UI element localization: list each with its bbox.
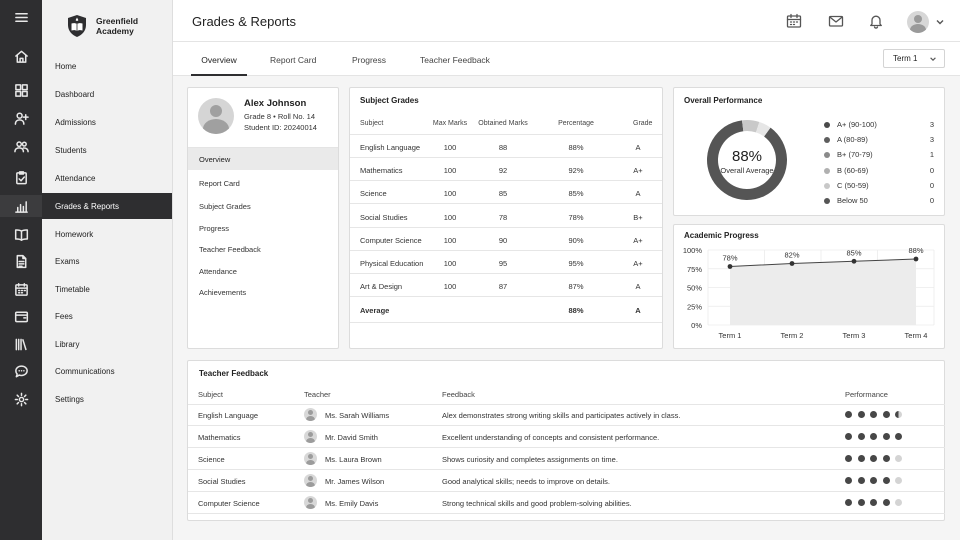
rating-dot	[895, 433, 902, 440]
student-avatar	[198, 98, 234, 134]
x-tick-label: Term 1	[718, 331, 742, 340]
legend-count: 3	[929, 120, 934, 129]
table-cell: 100	[443, 235, 457, 245]
rating-dot	[858, 433, 865, 440]
gear-icon[interactable]	[0, 388, 42, 410]
table-cell: 90	[498, 235, 508, 245]
table-row	[350, 181, 662, 204]
legend-count: 1	[929, 150, 934, 160]
nav-item-dashboard[interactable]: Dashboard	[55, 89, 95, 99]
progress-data-label: 82%	[784, 250, 800, 260]
rating-dot	[870, 455, 877, 462]
profile-menu-teacher-feedback[interactable]: Teacher Feedback	[199, 244, 261, 254]
feedback-subject: Computer Science	[198, 499, 260, 508]
legend-count: 0	[929, 196, 934, 205]
nav-item-home[interactable]: Home	[55, 61, 77, 71]
top-header	[173, 0, 960, 42]
teacher-avatar	[304, 496, 317, 509]
progress-data-label: 78%	[722, 253, 738, 263]
average-label: Average	[360, 306, 390, 316]
column-header: Performance	[845, 390, 888, 399]
teacher-avatar	[304, 408, 317, 421]
legend-dot	[824, 168, 830, 174]
feedback-text: Excellent understanding of concepts and consistent performance.	[442, 433, 660, 442]
library-icon[interactable]	[0, 333, 42, 355]
calendar-icon[interactable]	[786, 13, 802, 29]
table-cell: A+	[633, 235, 643, 245]
table-cell: 100	[443, 143, 457, 152]
academic-progress-chart	[674, 225, 944, 348]
table-cell: Art & Design	[360, 282, 403, 292]
y-tick-label: 25%	[686, 302, 702, 312]
table-row	[188, 448, 945, 470]
table-cell: 92	[498, 166, 508, 176]
teacher-feedback-title: Teacher Feedback	[199, 369, 269, 378]
x-tick-label: Term 4	[904, 331, 928, 340]
legend-label: C (50-59)	[837, 180, 869, 190]
legend-item	[824, 135, 934, 147]
y-tick-label: 0%	[691, 321, 702, 330]
table-cell: 85	[498, 189, 508, 199]
nav-item-students[interactable]: Students	[55, 145, 87, 155]
table-cell: A+	[633, 259, 643, 268]
teacher-feedback-card	[187, 360, 945, 521]
legend-item	[824, 181, 934, 193]
feedback-teacher: Ms. Emily Davis	[325, 499, 379, 508]
nav-item-communications[interactable]: Communications	[55, 366, 115, 376]
average-row	[350, 297, 662, 323]
legend-count: 0	[929, 180, 934, 190]
legend-dot	[824, 152, 830, 158]
rating-dot	[870, 499, 877, 506]
profile-menu-attendance[interactable]: Attendance	[199, 266, 237, 276]
table-cell: 92%	[568, 166, 584, 176]
tab-bar	[173, 42, 960, 76]
table-cell: 100	[443, 189, 457, 199]
table-cell: Science	[360, 189, 387, 199]
column-header: Teacher	[304, 390, 331, 399]
rating-dot	[845, 433, 852, 440]
y-tick-label: 100%	[682, 246, 702, 255]
legend-dot	[824, 198, 830, 204]
tab-progress[interactable]: Progress	[352, 55, 387, 65]
table-cell: Physical Education	[360, 259, 424, 268]
rating-dot	[883, 433, 890, 440]
table-cell: 90%	[568, 235, 584, 245]
user-avatar[interactable]	[907, 11, 929, 33]
feedback-teacher: Mr. James Wilson	[325, 477, 385, 486]
sidebar-nav	[42, 0, 173, 540]
chevron-down-icon[interactable]	[935, 17, 945, 27]
brand	[66, 14, 138, 38]
rating-dot	[895, 477, 902, 484]
table-cell: 87	[498, 282, 508, 292]
feedback-subject: Social Studies	[198, 477, 246, 486]
teacher-avatar	[304, 452, 317, 465]
document-icon[interactable]	[0, 250, 42, 272]
feedback-text: Shows curiosity and completes assignments on time.	[442, 455, 618, 464]
rating-dot	[858, 499, 865, 506]
student-name: Alex Johnson	[244, 98, 307, 109]
term-select-value: Term 1	[893, 54, 918, 63]
feedback-text: Alex demonstrates strong writing skills and participates actively in class.	[442, 411, 681, 420]
shield-logo-icon	[66, 14, 88, 38]
overall-value: 88%	[731, 148, 763, 165]
rating-dot	[895, 499, 902, 506]
overall-performance-title: Overall Performance	[684, 96, 763, 105]
table-cell: 78%	[568, 212, 584, 222]
legend-label: B (60-69)	[837, 165, 869, 175]
progress-area	[730, 259, 916, 325]
legend-count: 3	[929, 135, 934, 145]
table-cell: English Language	[360, 143, 421, 152]
tab-teacher-feedback[interactable]: Teacher Feedback	[420, 55, 490, 65]
table-row	[350, 135, 662, 158]
table-row	[350, 205, 662, 228]
rating-dot	[895, 455, 902, 462]
subject-grades-title: Subject Grades	[360, 96, 419, 105]
rating-dot	[870, 433, 877, 440]
feedback-subject: Mathematics	[198, 433, 241, 442]
menu-icon[interactable]	[0, 6, 42, 28]
legend-dot	[824, 137, 830, 143]
nav-item-grades-reports[interactable]: Grades & Reports	[42, 193, 172, 219]
table-row	[188, 426, 945, 448]
student-profile-card	[187, 87, 339, 349]
term-select[interactable]	[883, 49, 945, 68]
table-cell: Computer Science	[360, 235, 422, 245]
overall-performance-card	[673, 87, 945, 216]
mail-icon[interactable]	[828, 13, 844, 29]
nav-item-library[interactable]: Library	[55, 339, 80, 349]
table-cell: 88%	[568, 143, 584, 152]
table-cell: Social Studies	[360, 212, 408, 222]
home-icon[interactable]	[0, 45, 42, 67]
column-header: Feedback	[442, 390, 475, 399]
subject-grades-card	[349, 87, 663, 349]
profile-menu-subject-grades[interactable]: Subject Grades	[199, 201, 251, 211]
table-row	[188, 404, 945, 426]
rating-dot	[870, 411, 877, 418]
progress-point	[790, 261, 795, 266]
column-header: Subject	[360, 120, 384, 127]
teacher-avatar	[304, 430, 317, 443]
legend-count: 0	[929, 165, 934, 175]
nav-item-fees[interactable]: Fees	[55, 311, 73, 321]
x-tick-label: Term 3	[842, 331, 866, 340]
legend-label: A (80-89)	[837, 135, 868, 145]
tab-overview[interactable]: Overview	[191, 55, 247, 76]
rating-dot	[870, 477, 877, 484]
profile-menu-achievements[interactable]: Achievements	[199, 287, 247, 297]
legend-label: B+ (70-79)	[837, 150, 873, 160]
average-grade: A	[635, 306, 641, 316]
table-cell: 95	[498, 259, 508, 268]
feedback-teacher: Ms. Laura Brown	[325, 455, 382, 464]
rating-dot	[858, 411, 865, 418]
rating-dot	[845, 499, 852, 506]
users-icon[interactable]	[0, 135, 42, 157]
table-cell: 100	[443, 212, 457, 222]
x-tick-label: Term 2	[780, 331, 804, 340]
y-tick-label: 50%	[686, 283, 702, 293]
rating-dot	[883, 499, 890, 506]
overall-caption: Overall Average	[720, 166, 774, 175]
legend-label: A+ (90-100)	[837, 120, 877, 129]
profile-menu-overview[interactable]: Overview	[188, 148, 338, 170]
table-row	[350, 274, 662, 297]
table-cell: 88	[498, 143, 508, 152]
rating-dot	[883, 477, 890, 484]
student-id: Student ID: 20240014	[244, 123, 317, 132]
book-open-icon[interactable]	[0, 223, 42, 245]
bar-chart-icon[interactable]	[0, 195, 42, 217]
progress-data-label: 85%	[846, 248, 862, 258]
rating-dot	[845, 455, 852, 462]
table-cell: 87%	[568, 282, 584, 292]
profile-menu-report-card[interactable]: Report Card	[199, 178, 240, 188]
table-cell: 85%	[568, 189, 584, 199]
nav-item-timetable[interactable]: Timetable	[55, 284, 90, 294]
table-cell: B+	[633, 212, 643, 222]
chevron-down-icon	[929, 55, 937, 63]
icon-rail	[0, 0, 42, 540]
chat-icon[interactable]	[0, 360, 42, 382]
rating-dot	[845, 477, 852, 484]
progress-point	[728, 264, 733, 269]
nav-item-settings[interactable]: Settings	[55, 394, 84, 404]
table-cell: 100	[443, 259, 457, 268]
rating-dot	[883, 455, 890, 462]
progress-data-label: 88%	[908, 246, 924, 255]
academic-progress-card	[673, 224, 945, 349]
legend-dot	[824, 122, 830, 128]
column-header: Max Marks	[432, 120, 468, 127]
user-plus-icon[interactable]	[0, 107, 42, 129]
nav-item-homework[interactable]: Homework	[55, 229, 94, 239]
table-cell: Mathematics	[360, 166, 403, 176]
column-header: Obtained Marks	[478, 120, 528, 127]
nav-item-attendance[interactable]: Attendance	[55, 173, 96, 183]
bell-icon[interactable]	[868, 13, 884, 29]
table-cell: 78	[498, 212, 508, 222]
student-grade-roll: Grade 8 • Roll No. 14	[244, 112, 315, 121]
legend-item	[824, 166, 934, 178]
academic-progress-title: Academic Progress	[684, 231, 759, 240]
feedback-teacher: Mr. David Smith	[325, 433, 378, 442]
teacher-avatar	[304, 474, 317, 487]
legend-item	[824, 120, 934, 132]
legend-item	[824, 196, 934, 208]
progress-point	[914, 257, 919, 262]
table-cell: A	[635, 143, 641, 152]
feedback-text: Good analytical skills; needs to improve on details.	[442, 477, 611, 486]
table-row	[350, 251, 662, 274]
average-percentage: 88%	[568, 306, 584, 316]
table-row	[188, 470, 945, 492]
clipboard-check-icon[interactable]	[0, 166, 42, 188]
column-header: Percentage	[558, 120, 594, 127]
table-cell: A+	[633, 166, 643, 176]
rating-dot	[858, 455, 865, 462]
tab-report-card[interactable]: Report Card	[270, 55, 317, 65]
feedback-text: Strong technical skills and good problem-solving abilities.	[442, 499, 632, 508]
feedback-teacher: Ms. Sarah Williams	[325, 411, 390, 420]
column-header: Subject	[198, 390, 224, 399]
y-tick-label: 75%	[686, 264, 702, 274]
nav-item-exams[interactable]: Exams	[55, 256, 80, 266]
table-cell: A	[635, 189, 641, 199]
page-title: Grades & Reports	[192, 14, 297, 29]
wallet-icon[interactable]	[0, 305, 42, 327]
table-cell: A	[635, 282, 641, 292]
feedback-subject: Science	[198, 455, 225, 464]
brand-name-line1: Greenfield	[96, 16, 139, 26]
rating-dot	[883, 411, 890, 418]
legend-dot	[824, 183, 830, 189]
legend-item	[824, 150, 934, 162]
rating-dot	[895, 411, 902, 418]
table-cell: 95%	[568, 259, 584, 268]
table-row	[350, 228, 662, 251]
grid-icon[interactable]	[0, 79, 42, 101]
rating-dot	[858, 477, 865, 484]
progress-point	[852, 259, 857, 264]
calendar-icon[interactable]	[0, 278, 42, 300]
rating-dot	[845, 411, 852, 418]
profile-menu-progress[interactable]: Progress	[199, 223, 230, 233]
column-header: Grade	[633, 120, 653, 127]
table-row	[350, 158, 662, 181]
table-cell: 100	[443, 282, 457, 292]
legend-label: Below 50	[837, 196, 868, 205]
table-cell: 100	[443, 166, 457, 176]
table-row	[188, 492, 945, 514]
feedback-header-row	[188, 383, 945, 405]
nav-item-admissions[interactable]: Admissions	[55, 117, 96, 127]
brand-name-line2: Academy	[96, 26, 134, 36]
feedback-subject: English Language	[198, 411, 259, 420]
subject-grades-header-row	[350, 112, 662, 135]
